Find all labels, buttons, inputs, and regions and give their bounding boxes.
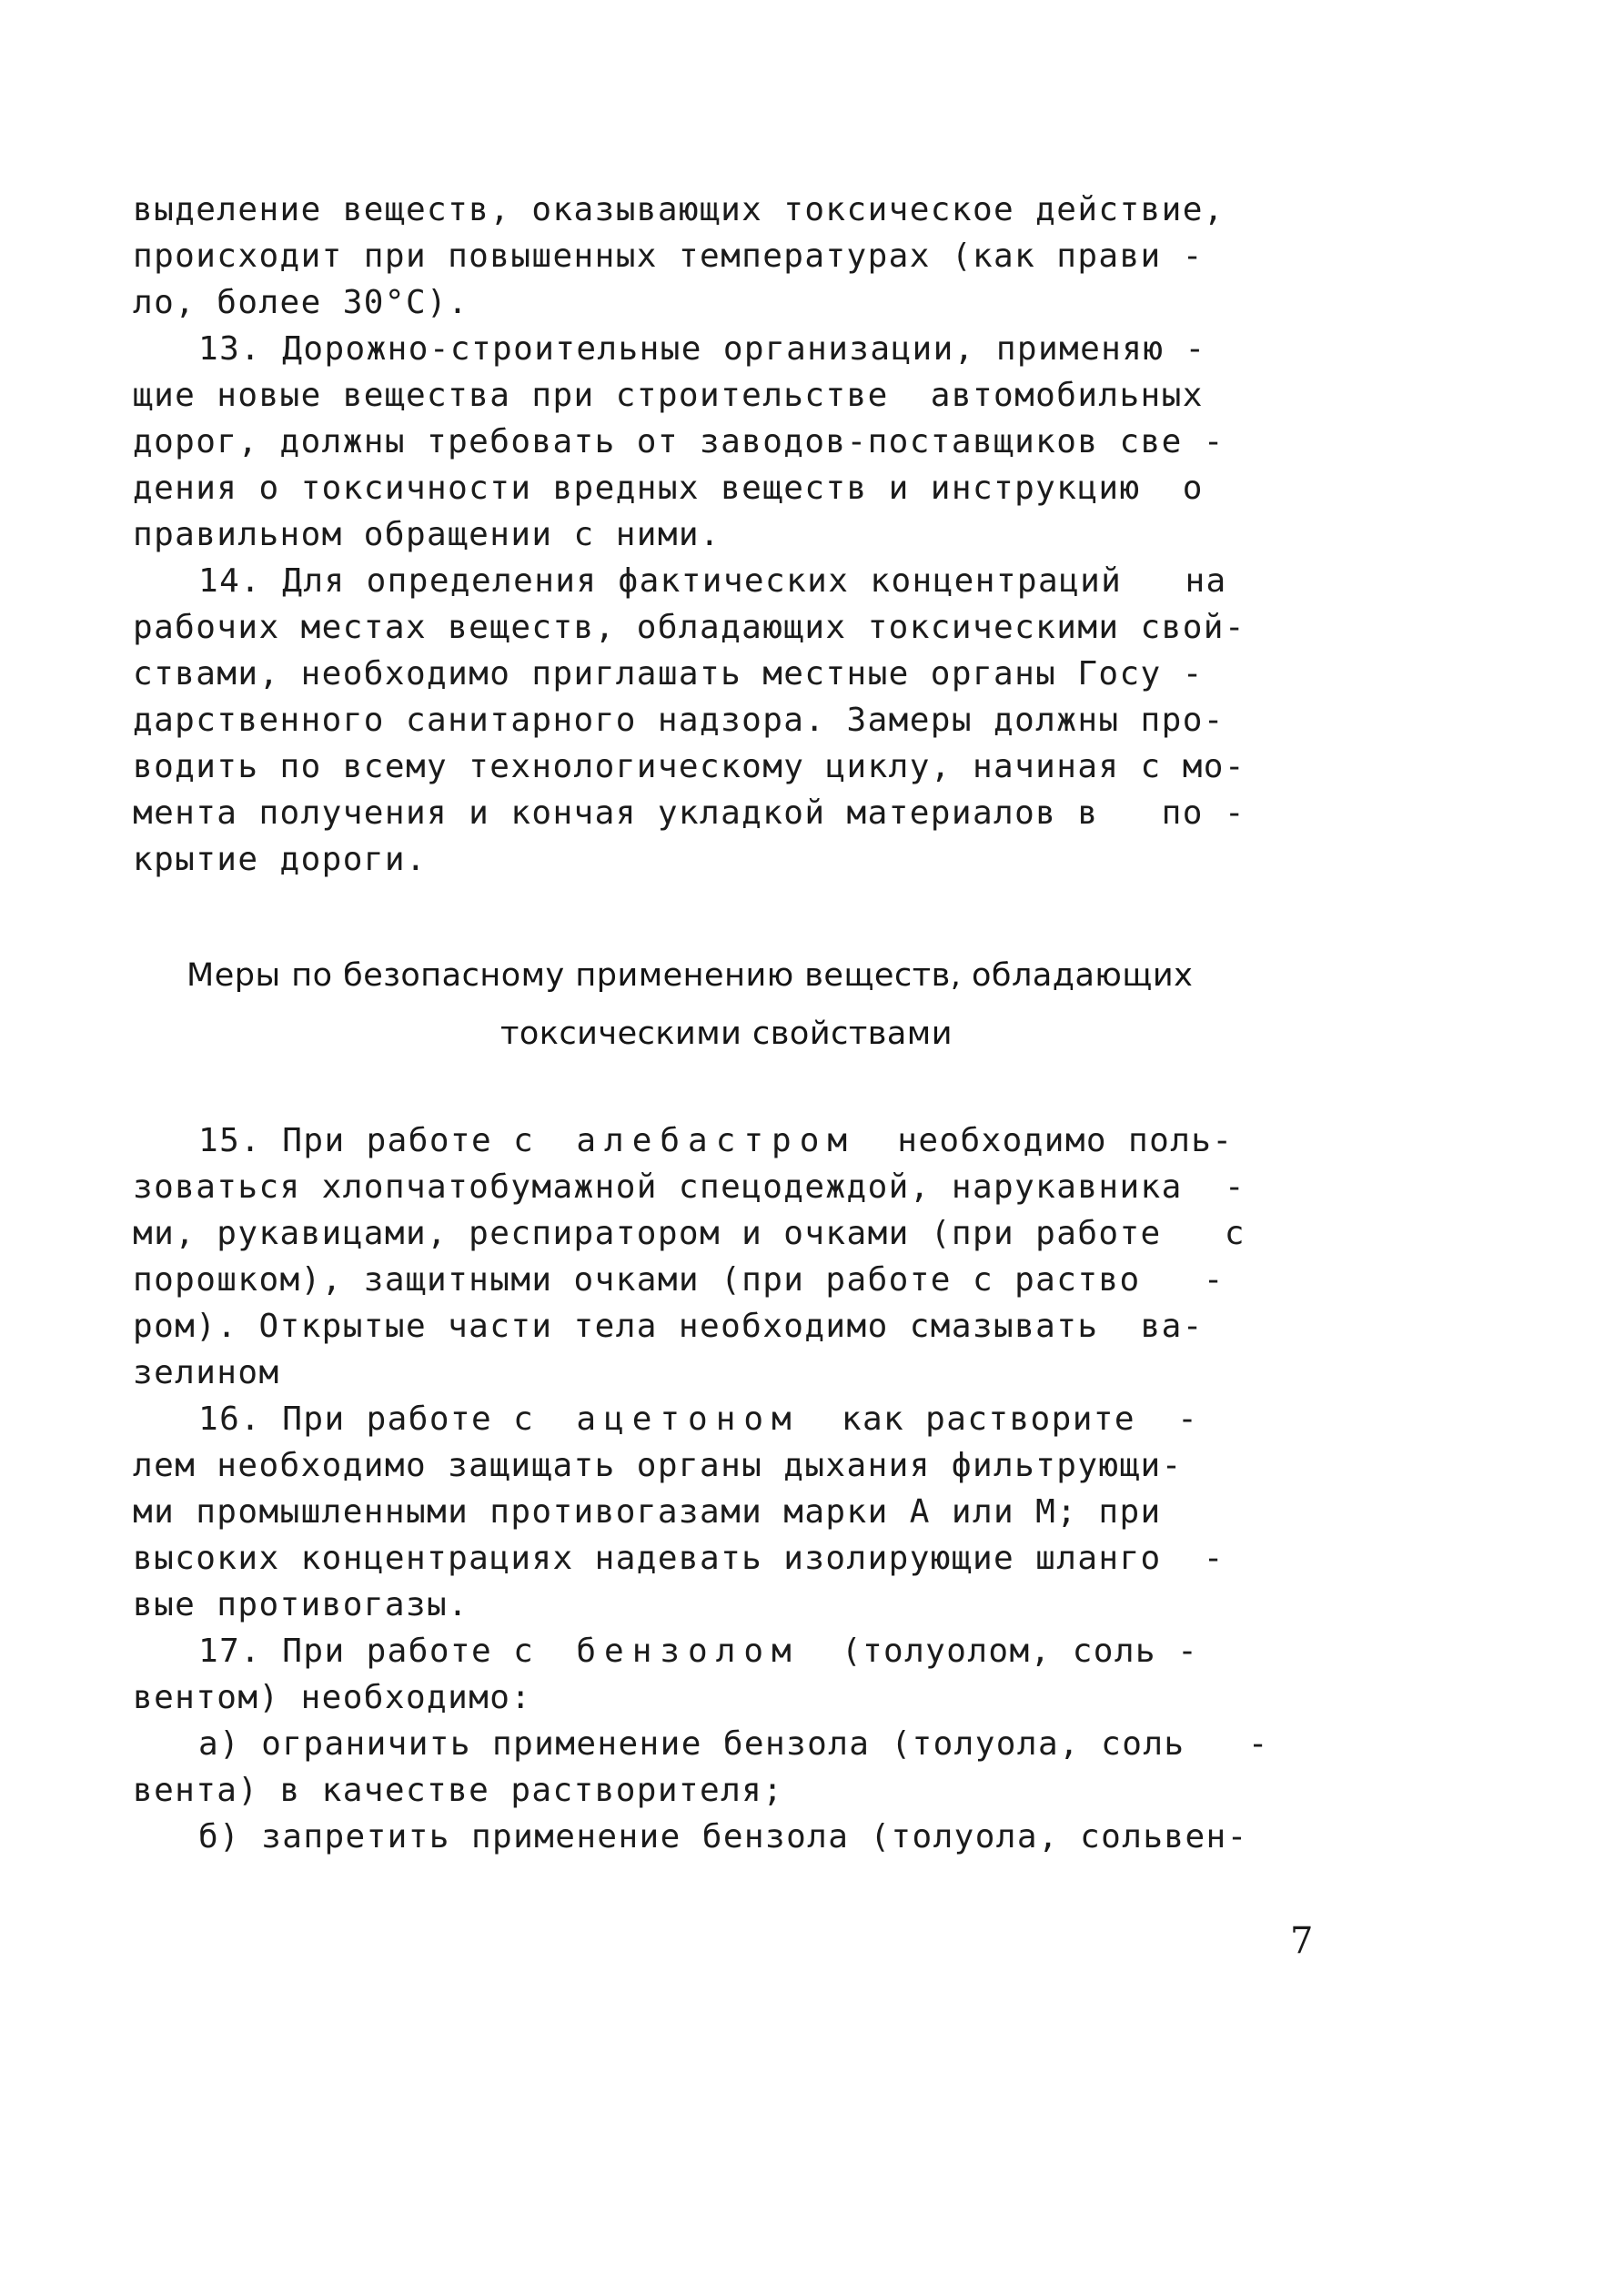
text-line: вента) в качестве растворителя; [133,1772,784,1809]
text-fragment: необходимо поль- [855,1122,1234,1159]
section-heading-line-1: Меры по безопасному применению веществ, обладающих [187,957,1194,994]
text-line: ми, рукавицами, респиратором и очками (при работе с [133,1215,1246,1252]
paragraph-16-first-line [198,1396,1198,1443]
text-line: выделение веществ, оказывающих токсическое действие, [133,191,1225,228]
paragraph-14-first-line [198,558,1227,605]
text-line: Дорожно-строительные организации, применяю - [261,330,1206,368]
keyword-alebaster: алебастром [576,1122,856,1159]
text-line: дорог, должны требовать от заводов-поставщиков све - [133,423,1225,460]
text-line: высоких концентрациях надевать изолирующие шланго - [133,1540,1225,1577]
text-line: лем необходимо защищать органы дыхания фильтрующи- [133,1447,1183,1484]
text-fragment: При работе с [261,1122,577,1159]
text-line: происходит при повышенных температурах (как прави - [133,238,1204,275]
text-fragment: При работе с [261,1400,577,1438]
text-line: крытие дороги. [133,841,428,878]
text-line: правильном обращении с ними. [133,516,721,553]
text-line: порошком), защитными очками (при работе с раство - [133,1261,1225,1299]
keyword-benzol: бензолом [576,1633,800,1670]
text-line: дения о токсичности вредных веществ и инструкцию о [133,470,1204,507]
subitem-a-line: а) ограничить применение бензола (толуола, соль - [198,1725,1269,1763]
text-line: ло, более 30°С). [133,284,469,321]
text-line: дарственного санитарного надзора. Замеры должны про- [133,702,1225,739]
text-line: вые противогазы. [133,1586,469,1623]
text-line: водить по всему технологическому циклу, начиная с мо- [133,748,1246,785]
text-line: Для определения фактических концентраций на [261,562,1227,600]
text-line: рабочих местах веществ, обладающих токсическими свой- [133,609,1246,646]
keyword-aceton: ацетоном [576,1400,800,1438]
text-fragment: (толуолом, соль - [799,1633,1199,1670]
text-line: ствами, необходимо приглашать местные органы Госу - [133,655,1204,693]
text-line: мента получения и кончая укладкой материалов в по - [133,794,1246,832]
text-fragment: При работе с [261,1633,577,1670]
text-fragment: как растворите - [799,1400,1199,1438]
item-number: 17. [198,1633,262,1670]
paragraph-17-first-line [198,1628,1198,1675]
subitem-b-line: б) запретить применение бензола (толуола, сольвен- [198,1818,1248,1855]
paragraph-15-first-line [198,1117,1233,1165]
page-number: 7 [1290,1920,1314,1962]
text-line: щие новые вещества при строительстве автомобильных [133,377,1204,414]
text-line: ми промышленными противогазами марки А или М; при [133,1493,1162,1531]
text-line: вентом) необходимо: [133,1679,532,1716]
text-line: зелином [133,1354,280,1391]
text-line: зоваться хлопчатобумажной спецодеждой, нарукавника - [133,1168,1246,1206]
paragraph-13-first-line [198,326,1206,373]
item-number: 15. [198,1122,262,1159]
item-number: 16. [198,1400,262,1438]
text-line: ром). Открытые части тела необходимо смазывать ва- [133,1308,1204,1345]
item-number: 13. [198,330,262,368]
section-heading-line-2: токсическими свойствами [500,1016,953,1052]
item-number: 14. [198,562,262,600]
